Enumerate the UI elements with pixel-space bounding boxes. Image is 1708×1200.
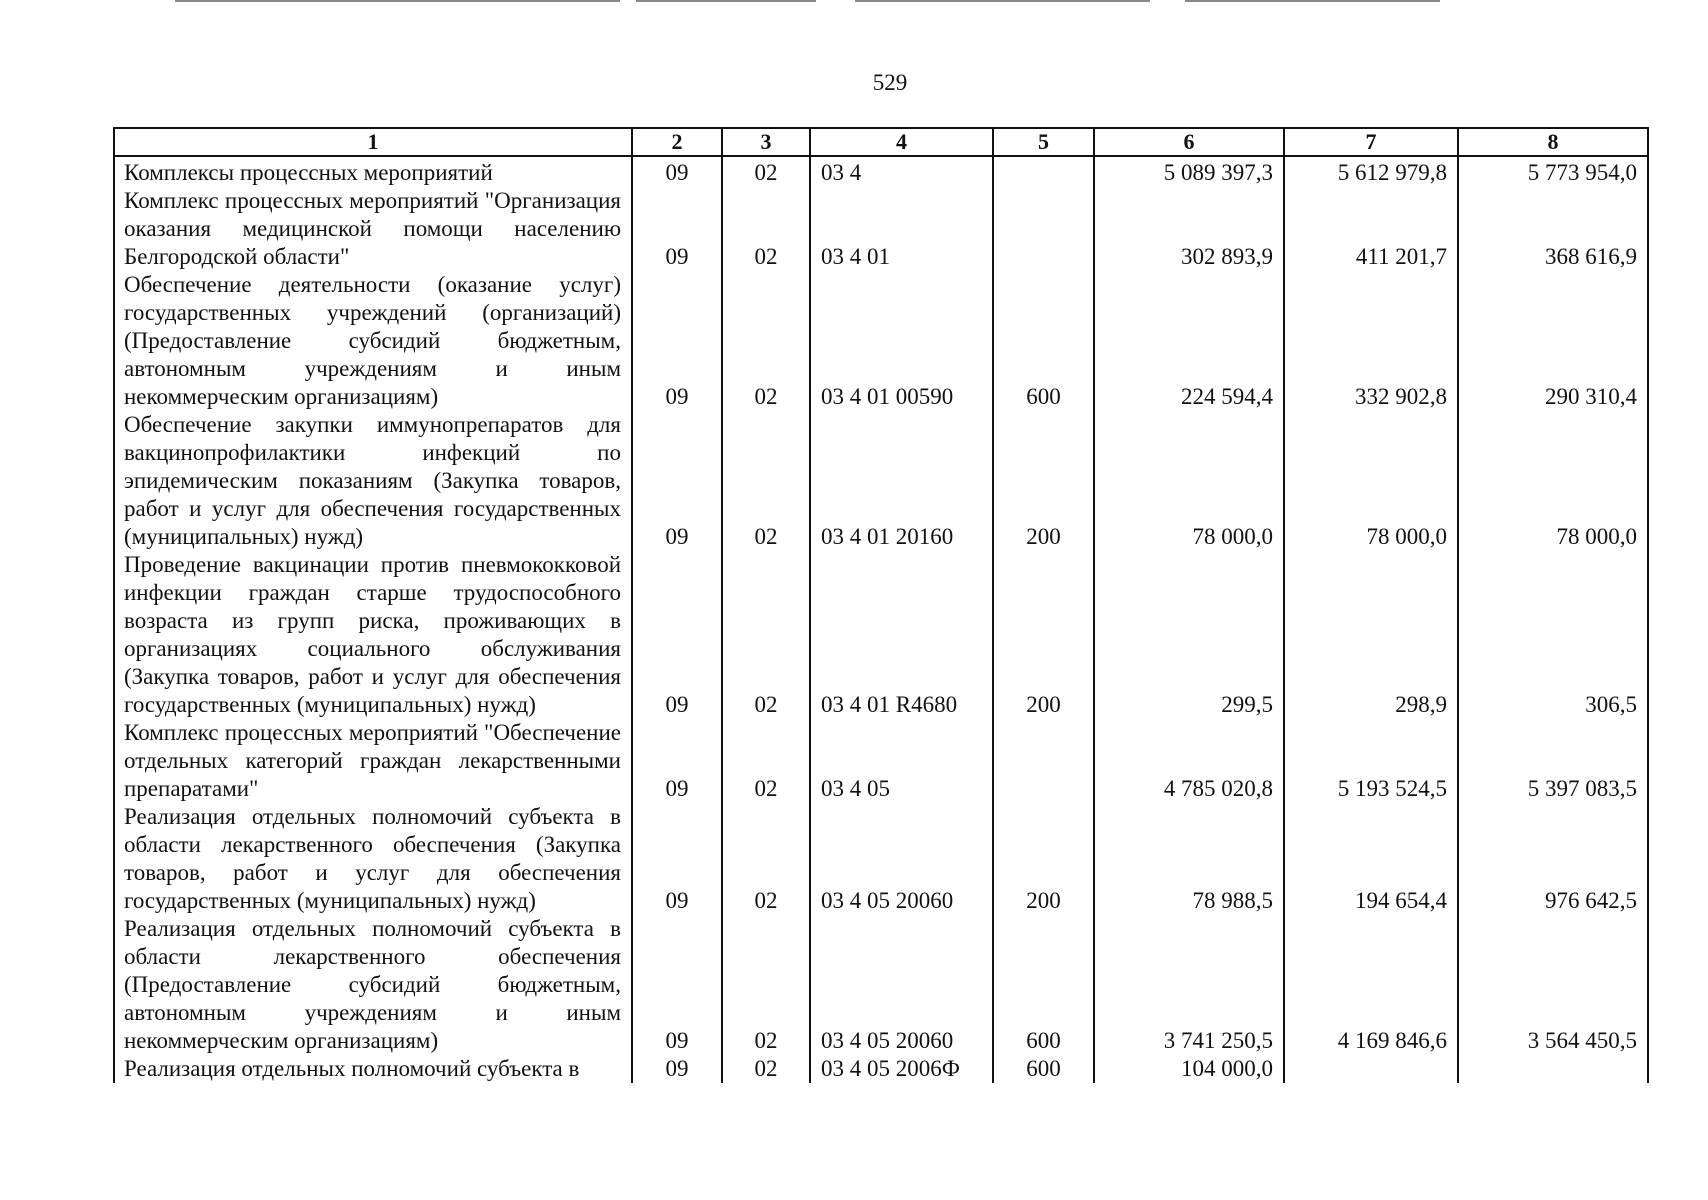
column-header: 7 xyxy=(1284,128,1458,156)
table-row xyxy=(114,187,1648,271)
section-code: 09 xyxy=(632,156,722,187)
amount-col8: 306,5 xyxy=(1458,551,1648,719)
top-scan-rule xyxy=(1185,0,1440,2)
amount-col8: 5 773 954,0 xyxy=(1458,156,1648,187)
target-article-code: 03 4 01 20160 xyxy=(810,411,993,551)
target-article-code: 03 4 05 2006Ф xyxy=(810,1055,993,1083)
subsection-code: 02 xyxy=(722,411,810,551)
amount-col7: 332 902,8 xyxy=(1284,271,1458,411)
expense-type-code: 600 xyxy=(993,1055,1094,1083)
row-name: Реализация отдельных полномочий субъекта в xyxy=(114,1055,632,1083)
section-code: 09 xyxy=(632,719,722,803)
section-code: 09 xyxy=(632,1055,722,1083)
subsection-code: 02 xyxy=(722,271,810,411)
top-scan-rule xyxy=(636,0,816,2)
budget-table xyxy=(113,127,1649,1083)
amount-col7: 78 000,0 xyxy=(1284,411,1458,551)
amount-col6: 3 741 250,5 xyxy=(1094,915,1284,1055)
amount-col7: 411 201,7 xyxy=(1284,187,1458,271)
expense-type-code xyxy=(993,187,1094,271)
subsection-code: 02 xyxy=(722,719,810,803)
target-article-code: 03 4 01 R4680 xyxy=(810,551,993,719)
amount-col6: 4 785 020,8 xyxy=(1094,719,1284,803)
table-row xyxy=(114,551,1648,719)
target-article-code: 03 4 05 20060 xyxy=(810,803,993,915)
amount-col8 xyxy=(1458,1055,1648,1083)
table-row xyxy=(114,411,1648,551)
row-name: Обеспечение закупки иммунопрепаратов для вакцинопрофилактики инфекций по эпидемическим показаниям (Закупка товаров, работ и услуг для обеспечения государственных (муниципальных) нужд) xyxy=(114,411,632,551)
expense-type-code: 600 xyxy=(993,915,1094,1055)
table-row xyxy=(114,803,1648,915)
table-body xyxy=(114,156,1648,1083)
amount-col8: 3 564 450,5 xyxy=(1458,915,1648,1055)
target-article-code: 03 4 05 xyxy=(810,719,993,803)
amount-col7: 194 654,4 xyxy=(1284,803,1458,915)
top-scan-rule xyxy=(175,0,620,2)
row-name: Комплекс процессных мероприятий "Обеспечение отдельных категорий граждан лекарственными препаратами" xyxy=(114,719,632,803)
table-row xyxy=(114,719,1648,803)
expense-type-code: 600 xyxy=(993,271,1094,411)
amount-col8: 976 642,5 xyxy=(1458,803,1648,915)
amount-col7 xyxy=(1284,1055,1458,1083)
amount-col8: 5 397 083,5 xyxy=(1458,719,1648,803)
row-name: Обеспечение деятельности (оказание услуг) государственных учреждений (организаций) (Предоставление субсидий бюджетным, автономным учреждениям и иным некоммерческим организациям) xyxy=(114,271,632,411)
target-article-code: 03 4 05 20060 xyxy=(810,915,993,1055)
section-code: 09 xyxy=(632,915,722,1055)
subsection-code: 02 xyxy=(722,1055,810,1083)
section-code: 09 xyxy=(632,803,722,915)
column-header: 5 xyxy=(993,128,1094,156)
amount-col6: 302 893,9 xyxy=(1094,187,1284,271)
row-name: Комплекс процессных мероприятий "Организация оказания медицинской помощи населению Белгородской области" xyxy=(114,187,632,271)
top-scan-rule xyxy=(855,0,1150,2)
column-header: 6 xyxy=(1094,128,1284,156)
target-article-code: 03 4 01 xyxy=(810,187,993,271)
amount-col6: 78 000,0 xyxy=(1094,411,1284,551)
subsection-code: 02 xyxy=(722,551,810,719)
table-row xyxy=(114,915,1648,1055)
section-code: 09 xyxy=(632,187,722,271)
amount-col8: 368 616,9 xyxy=(1458,187,1648,271)
subsection-code: 02 xyxy=(722,915,810,1055)
section-code: 09 xyxy=(632,551,722,719)
subsection-code: 02 xyxy=(722,803,810,915)
amount-col7: 298,9 xyxy=(1284,551,1458,719)
column-header: 1 xyxy=(114,128,632,156)
amount-col7: 4 169 846,6 xyxy=(1284,915,1458,1055)
row-name: Реализация отдельных полномочий субъекта в области лекарственного обеспечения (Предоставление субсидий бюджетным, автономным учреждениям и иным некоммерческим организациям) xyxy=(114,915,632,1055)
amount-col7: 5 612 979,8 xyxy=(1284,156,1458,187)
expense-type-code xyxy=(993,156,1094,187)
amount-col6: 104 000,0 xyxy=(1094,1055,1284,1083)
table-row xyxy=(114,156,1648,187)
amount-col8: 78 000,0 xyxy=(1458,411,1648,551)
column-header: 4 xyxy=(810,128,993,156)
subsection-code: 02 xyxy=(722,187,810,271)
target-article-code: 03 4 xyxy=(810,156,993,187)
expense-type-code: 200 xyxy=(993,803,1094,915)
subsection-code: 02 xyxy=(722,156,810,187)
column-header: 8 xyxy=(1458,128,1648,156)
amount-col6: 224 594,4 xyxy=(1094,271,1284,411)
expense-type-code: 200 xyxy=(993,551,1094,719)
expense-type-code xyxy=(993,719,1094,803)
amount-col6: 5 089 397,3 xyxy=(1094,156,1284,187)
section-code: 09 xyxy=(632,411,722,551)
column-header: 2 xyxy=(632,128,722,156)
table-row xyxy=(114,1055,1648,1083)
column-header: 3 xyxy=(722,128,810,156)
amount-col7: 5 193 524,5 xyxy=(1284,719,1458,803)
row-name: Комплексы процессных мероприятий xyxy=(114,156,632,187)
amount-col6: 299,5 xyxy=(1094,551,1284,719)
amount-col8: 290 310,4 xyxy=(1458,271,1648,411)
table-row xyxy=(114,271,1648,411)
section-code: 09 xyxy=(632,271,722,411)
target-article-code: 03 4 01 00590 xyxy=(810,271,993,411)
table-header-row xyxy=(114,128,1648,156)
expense-type-code: 200 xyxy=(993,411,1094,551)
amount-col6: 78 988,5 xyxy=(1094,803,1284,915)
page-number: 529 xyxy=(872,70,908,95)
row-name: Проведение вакцинации против пневмококковой инфекции граждан старше трудоспособного возраста из групп риска, проживающих в организациях социального обслуживания (Закупка товаров, работ и услуг для обеспечения государственных (муниципальных) нужд) xyxy=(114,551,632,719)
row-name: Реализация отдельных полномочий субъекта в области лекарственного обеспечения (Закупка товаров, работ и услуг для обеспечения государственных (муниципальных) нужд) xyxy=(114,803,632,915)
